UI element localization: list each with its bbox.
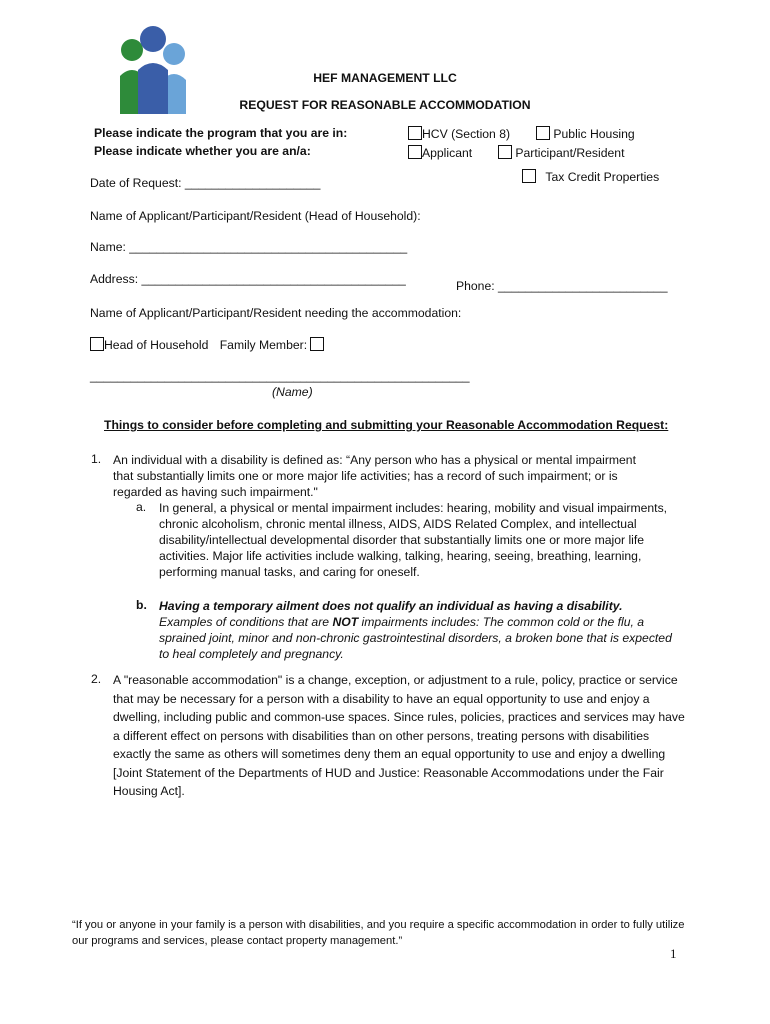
sub-b-examples (159, 614, 679, 662)
applicant-label: Applicant (422, 146, 473, 160)
hcv-checkbox[interactable] (408, 126, 422, 140)
hcv-label: HCV (Section 8) (422, 127, 511, 141)
program-question: Please indicate the program that you are in: (94, 126, 348, 140)
family-member-option-label: Family Member: (219, 338, 308, 352)
head-of-household-option-label: Head of Household (104, 338, 209, 352)
recipient-name-line[interactable]: ________________________________________________________ (90, 369, 470, 383)
item-2-number: 2. (91, 672, 102, 686)
footer-note: “If you or anyone in your family is a person with disabilities, and you require a specific accommodation in order to fully utilize our programs and services, please contact property management.” (72, 919, 685, 947)
option-applicant[interactable] (408, 145, 472, 160)
participant-resident-checkbox[interactable] (498, 145, 512, 159)
option-hcv[interactable] (408, 126, 510, 141)
sub-a-text: In general, a physical or mental impairment includes: hearing, mobility and visual impairments, chronic alcoholism, chronic mental illness, AIDS, AIDS Related Complex, and intellectual disability/intellectual developmental disorder that substantially limits one or more major life activities. Major life activities include walking, talking, hearing, seeing, breathing, learning, performing manual tasks, and caring for oneself. (159, 501, 668, 579)
item-2-text: A "reasonable accommodation" is a change, exception, or adjustment to a rule, policy, practice or service that may be necessary for a person with a disability to have an equal opportunity to use and enjoy a dwelling, including public and common-use spaces. Since rules, policies, practices and services may have a different effect on persons with disabilities than on other persons, treating persons with disabilities exactly the same as others will sometimes deny them an equal opportunity to use and enjoy a dwelling [Joint Statement of the Departments of HUD and Justice: Reasonable Accommodations under the Fair Housing Act]. (113, 673, 685, 798)
phone-field[interactable]: Phone: _________________________ (456, 279, 668, 293)
sub-b-examples-pre: Examples of conditions that are (159, 615, 333, 629)
address-field[interactable]: Address: _______________________________________ (90, 272, 406, 286)
item-1-text: An individual with a disability is defined as: “Any person who has a physical or mental impairment that substantially limits one or more major life activities; has a record of such impairment; or is regarded as having such impairment." (113, 453, 636, 499)
item-1-number: 1. (91, 452, 102, 466)
status-question: Please indicate whether you are an/a: (94, 144, 311, 158)
page-number: 1 (670, 946, 677, 961)
public-housing-checkbox[interactable] (536, 126, 550, 140)
sub-b-bold-statement: Having a temporary ailment does not qualify an individual as having a disability. (159, 599, 623, 613)
sub-b-label: b. (136, 598, 147, 612)
tax-credit-checkbox[interactable] (522, 169, 536, 183)
family-member-checkbox[interactable] (310, 337, 324, 351)
sub-b-examples-post: impairments includes: The common cold or the flu, a sprained joint, minor and non-chronic gastrointestinal disorders, a broken bone that is expected to heal completely and pregnancy. (159, 615, 672, 661)
applicant-checkbox[interactable] (408, 145, 422, 159)
option-participant-resident[interactable] (498, 145, 624, 160)
document-title: REQUEST FOR REASONABLE ACCOMMODATION (239, 98, 531, 112)
option-tax-credit[interactable] (522, 169, 659, 184)
company-name: HEF MANAGEMENT LLC (313, 71, 457, 85)
public-housing-label: Public Housing (553, 127, 635, 141)
option-public-housing[interactable] (536, 126, 635, 141)
head-of-household-label: Name of Applicant/Participant/Resident (Head of Household): (90, 209, 421, 223)
accommodation-recipient-options (90, 337, 324, 352)
head-of-household-checkbox[interactable] (90, 337, 104, 351)
tax-credit-label: Tax Credit Properties (545, 170, 660, 184)
needing-accommodation-label: Name of Applicant/Participant/Resident needing the accommodation: (90, 306, 462, 320)
considerations-heading: Things to consider before completing and submitting your Reasonable Accommodation Request: (104, 418, 669, 432)
participant-resident-label: Participant/Resident (515, 146, 625, 160)
sub-a-label: a. (136, 500, 147, 514)
sub-b-text (159, 598, 679, 662)
name-caption: (Name) (272, 385, 313, 399)
date-of-request-field[interactable]: Date of Request: ____________________ (90, 176, 321, 190)
sub-b-not: NOT (332, 615, 359, 629)
name-field[interactable]: Name: _________________________________________ (90, 240, 408, 254)
